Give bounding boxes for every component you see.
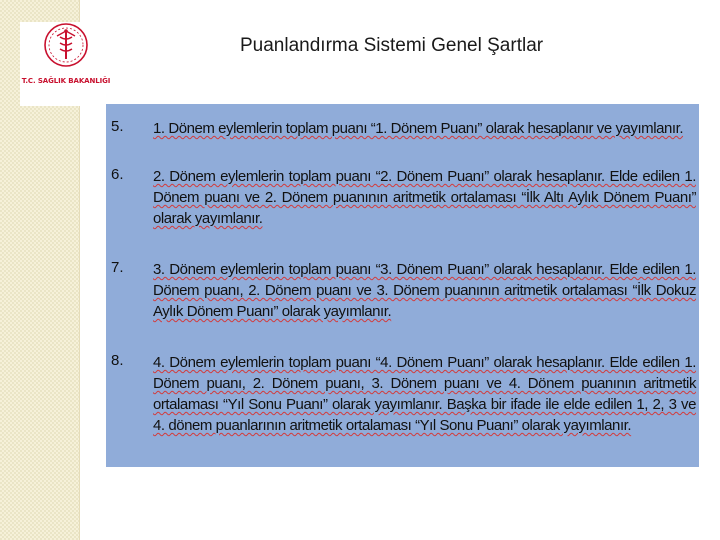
item-number: 8.	[111, 352, 124, 369]
ministry-emblem-icon	[43, 22, 89, 68]
item-number: 6.	[111, 166, 124, 183]
item-number: 7.	[111, 259, 124, 276]
ministry-logo-text: T.C. SAĞLIK BAKANLIĞI	[21, 77, 111, 85]
item-text: 2. Dönem eylemlerin toplam puanı “2. Dönem Puanı” olarak hesaplanır. Elde edilen 1. Dönem puanı ve 2. Dönem puanının aritmetik ortalaması “İlk Altı Aylık Dönem Puanı” olarak yayımlanır.	[153, 168, 696, 227]
item-text: 1. Dönem eylemlerin toplam puanı “1. Dönem Puanı” olarak hesaplanır ve yayımlanır.	[153, 120, 684, 137]
page-title: Puanlandırma Sistemi Genel Şartlar	[240, 35, 544, 56]
item-number: 5.	[111, 118, 124, 135]
content-panel	[106, 104, 699, 467]
item-text: 4. Dönem eylemlerin toplam puanı “4. Dönem Puanı” olarak hesaplanır. Elde edilen 1. Dönem puanı, 2. Dönem puanı, 3. Dönem puanı ve 4. Dönem puanının aritmetik ortalaması “Yıl Sonu Puanı” olarak yayımlanır. Başka bir ifade ile elde edilen 1, 2, 3 ve 4. dönem puanlarının aritmetik ortalaması “Yıl Sonu Puanı” olarak yayımlanır.	[153, 354, 696, 434]
ministry-logo	[20, 22, 112, 106]
item-text: 3. Dönem eylemlerin toplam puanı “3. Dönem Puanı” olarak hesaplanır. Elde edilen 1. Dönem puanı, 2. Dönem puanı ve 3. Dönem puanının aritmetik ortalaması “İlk Dokuz Aylık Dönem Puanı” olarak yayımlanır.	[153, 261, 696, 320]
